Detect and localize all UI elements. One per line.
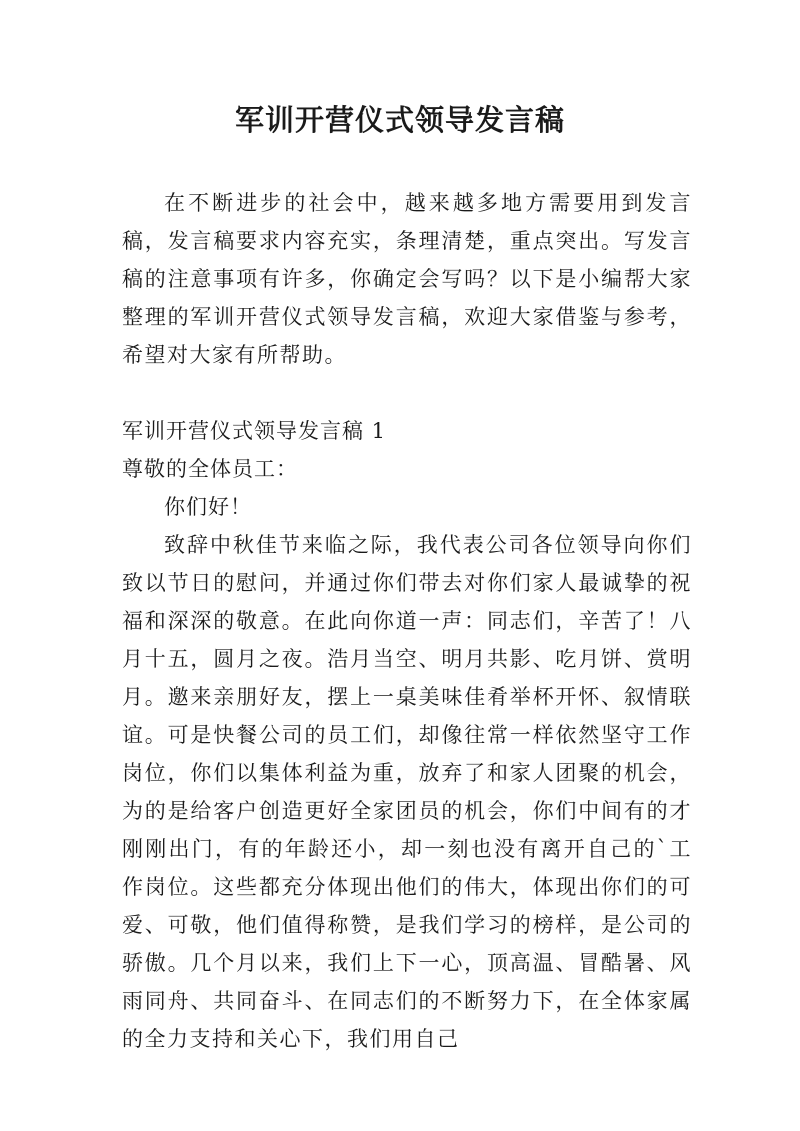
salutation: 尊敬的全体员工： [122,457,298,481]
body-paragraph: 致辞中秋佳节来临之际，我代表公司各位领导向你们致以节日的慰问，并通过你们带去对你们家人最诚挚的祝福和深深的敬意。在此向你道一声：同志们，辛苦了！八月十五，圆月之夜。浩月当空、明月共影、吃月饼、赏明月。邀来亲朋好友，摆上一桌美味佳肴举杯开怀、叙情联谊。可是快餐公司的员工们，却像往常一样依然坚守工作岗位，你们以集体利益为重，放弃了和家人团聚的机会，为的是给客户创造更好全家团员的机会，你们中间有的才刚刚出门，有的年龄还小，却一刻也没有离开自己的`工作岗位。这些都充分体现出他们的伟大，体现出你们的可爱、可敬，他们值得称赞，是我们学习的榜样，是公司的骄傲。几个月以来，我们上下一心，顶高温、冒酷暑、风雨同舟、共同奋斗、在同志们的不断努力下，在全体家属的全力支持和关心下，我们用自己 [122,533,692,1051]
intro-paragraph: 在不断进步的社会中，越来越多地方需要用到发言稿，发言稿要求内容充实，条理清楚，重点突出。写发言稿的注意事项有许多，你确定会写吗？以下是小编帮大家整理的军训开营仪式领导发言稿，欢迎大家借鉴与参考，希望对大家有所帮助。 [122,191,692,367]
document-title: 军训开营仪式领导发言稿 [234,103,565,137]
section-heading: 军训开营仪式领导发言稿 1 [122,419,387,443]
greeting: 你们好！ [164,495,252,519]
